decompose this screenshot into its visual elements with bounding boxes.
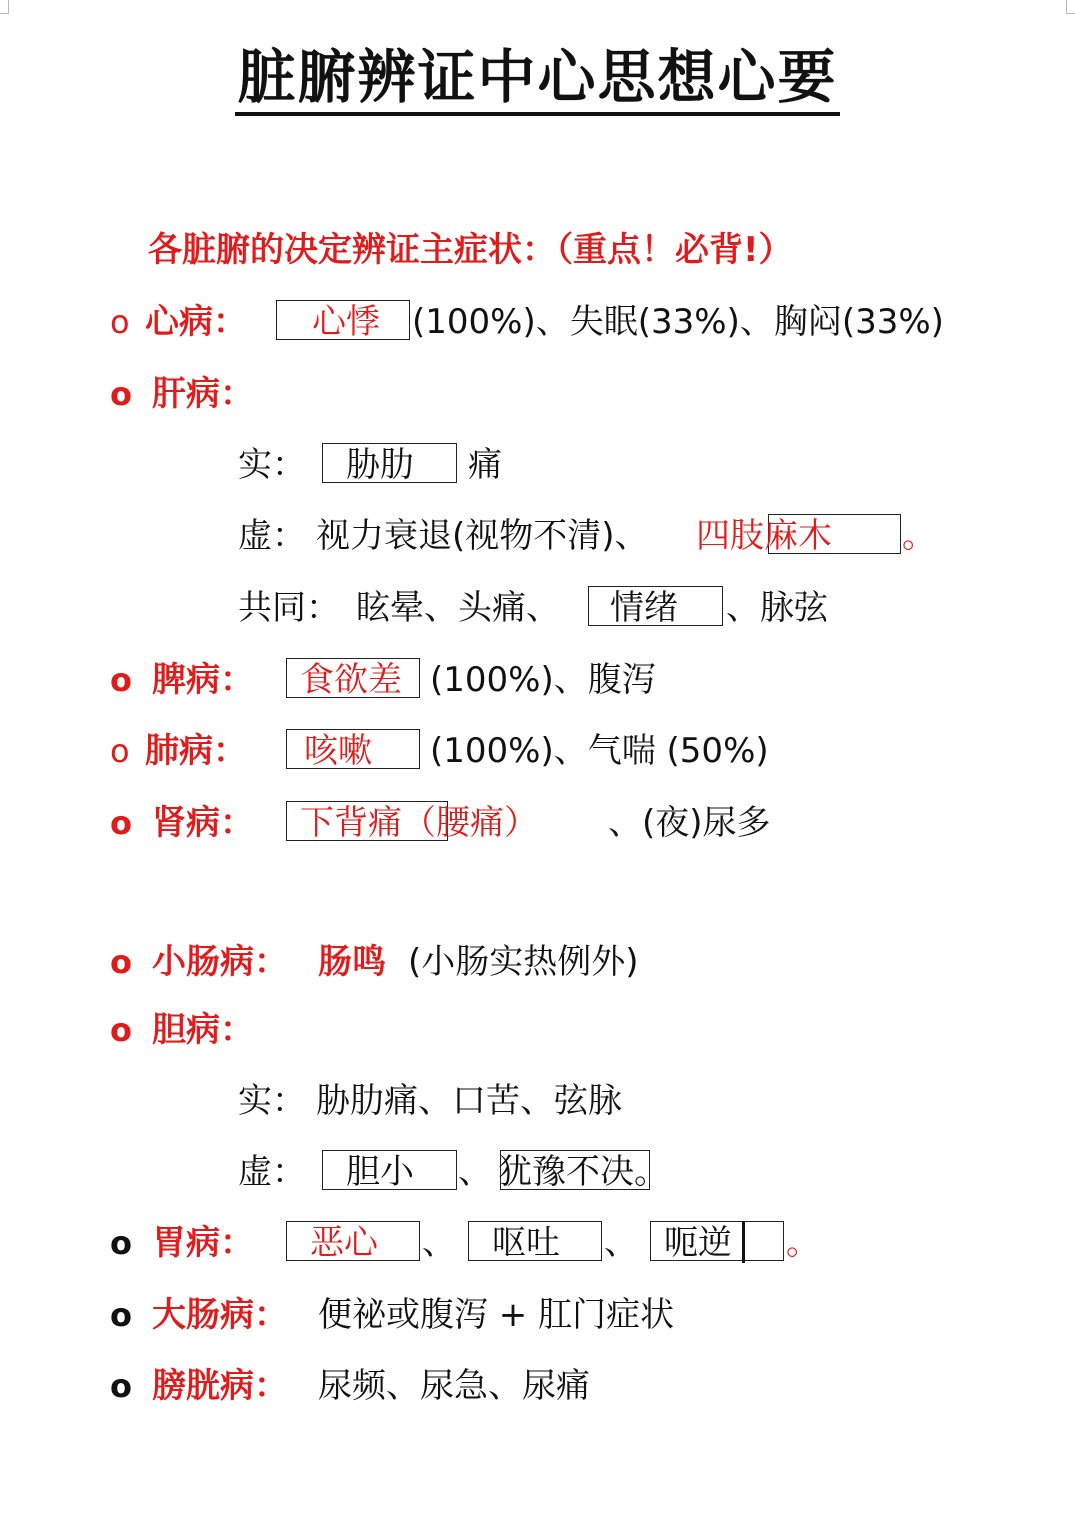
liver-xu-row [0, 514, 1075, 558]
stomach-key1: 恶心 [310, 1223, 378, 1263]
bladder-text: 尿频、尿急、尿痛 [318, 1366, 590, 1406]
small-intestine-key: 肠鸣 [318, 942, 386, 982]
kidney-row [0, 801, 1075, 845]
liver-shi-key: 胁肋 [346, 445, 414, 485]
bullet: o [110, 943, 132, 981]
stomach-row [0, 1221, 1075, 1265]
bullet: o [110, 303, 130, 341]
gallbladder-xu-rest: 犹豫不决。 [498, 1152, 668, 1192]
kidney-label: 肾病： [152, 803, 254, 843]
page-corner-mark-right [1066, 0, 1067, 14]
bullet: o [110, 661, 132, 699]
page-corner-mark-left [8, 0, 9, 14]
heart-label: 心病： [145, 302, 247, 342]
gallbladder-xu-key: 胆小 [346, 1152, 414, 1192]
bullet: o [110, 1367, 132, 1405]
bullet: o [110, 1011, 132, 1049]
liver-common-label: 共同： [238, 588, 340, 628]
gallbladder-xu-sep: 、 [458, 1152, 492, 1192]
liver-row [0, 372, 1075, 416]
liver-common-key: 情绪 [610, 588, 678, 628]
lung-row [0, 729, 1075, 773]
bullet: o [110, 804, 132, 842]
intro-heading: 各脏腑的决定辨证主症状：（重点！必背!） [148, 230, 793, 270]
liver-shi-rest: 痛 [468, 445, 502, 485]
bullet: o [110, 1224, 132, 1262]
liver-common-row [0, 586, 1075, 630]
large-intestine-text: 便祕或腹泻 + 肛门症状 [318, 1295, 675, 1335]
stomach-key3: 呃逆 [664, 1223, 732, 1263]
spleen-label: 脾病： [152, 660, 254, 700]
kidney-key: 下背痛（腰痛） [300, 803, 538, 843]
liver-shi-row [0, 443, 1075, 487]
gallbladder-xu-row [0, 1150, 1075, 1194]
heart-key: 心悸 [312, 302, 380, 342]
spleen-row [0, 658, 1075, 702]
stomach-sep2: 、 [604, 1223, 638, 1263]
lung-label: 肺病： [145, 731, 247, 771]
gallbladder-shi-label: 实： [238, 1081, 306, 1121]
stomach-sep1: 、 [422, 1223, 456, 1263]
gallbladder-shi-text: 胁肋痛、口苦、弦脉 [316, 1081, 622, 1121]
liver-label: 肝病： [152, 374, 254, 414]
gallbladder-shi-row [0, 1079, 1075, 1123]
spleen-rest: (100%)、腹泻 [430, 660, 656, 700]
lung-key: 咳嗽 [304, 731, 372, 771]
page-title: 脏腑辨证中心思想心要 [0, 42, 1075, 116]
bullet: o [110, 1296, 132, 1334]
spleen-key: 食欲差 [300, 660, 402, 700]
liver-xu-label: 虚： [238, 516, 306, 556]
bullet: o [110, 732, 130, 770]
small-intestine-label: 小肠病： [152, 942, 288, 982]
stomach-key2: 呕吐 [492, 1223, 560, 1263]
gallbladder-xu-label: 虚： [238, 1152, 306, 1192]
small-intestine-row [0, 940, 1075, 984]
gallbladder-row [0, 1008, 1075, 1052]
liver-xu-end: 。 [902, 516, 936, 556]
stomach-end: 。 [786, 1223, 820, 1263]
lung-rest: (100%)、气喘 (50%) [430, 731, 769, 771]
large-intestine-label: 大肠病： [152, 1295, 288, 1335]
bladder-row [0, 1364, 1075, 1408]
stomach-label: 胃病： [152, 1223, 254, 1263]
bullet: o [110, 375, 132, 413]
liver-shi-label: 实： [238, 445, 306, 485]
liver-xu-red: 四肢麻木 [696, 516, 832, 556]
bladder-label: 膀胱病： [152, 1366, 288, 1406]
heart-rest: (100%)、失眠(33%)、胸闷(33%) [412, 302, 944, 342]
small-intestine-rest: (小肠实热例外) [408, 942, 639, 982]
large-intestine-row [0, 1293, 1075, 1337]
heart-row [0, 300, 1075, 344]
gallbladder-label: 胆病： [152, 1010, 254, 1050]
liver-common-rest: 、脉弦 [726, 588, 828, 628]
kidney-rest: 、(夜)尿多 [608, 803, 771, 843]
liver-xu-text: 视力衰退(视物不清)、 [316, 516, 649, 556]
text-cursor [742, 1221, 745, 1263]
liver-common-pre: 眩晕、头痛、 [356, 588, 560, 628]
